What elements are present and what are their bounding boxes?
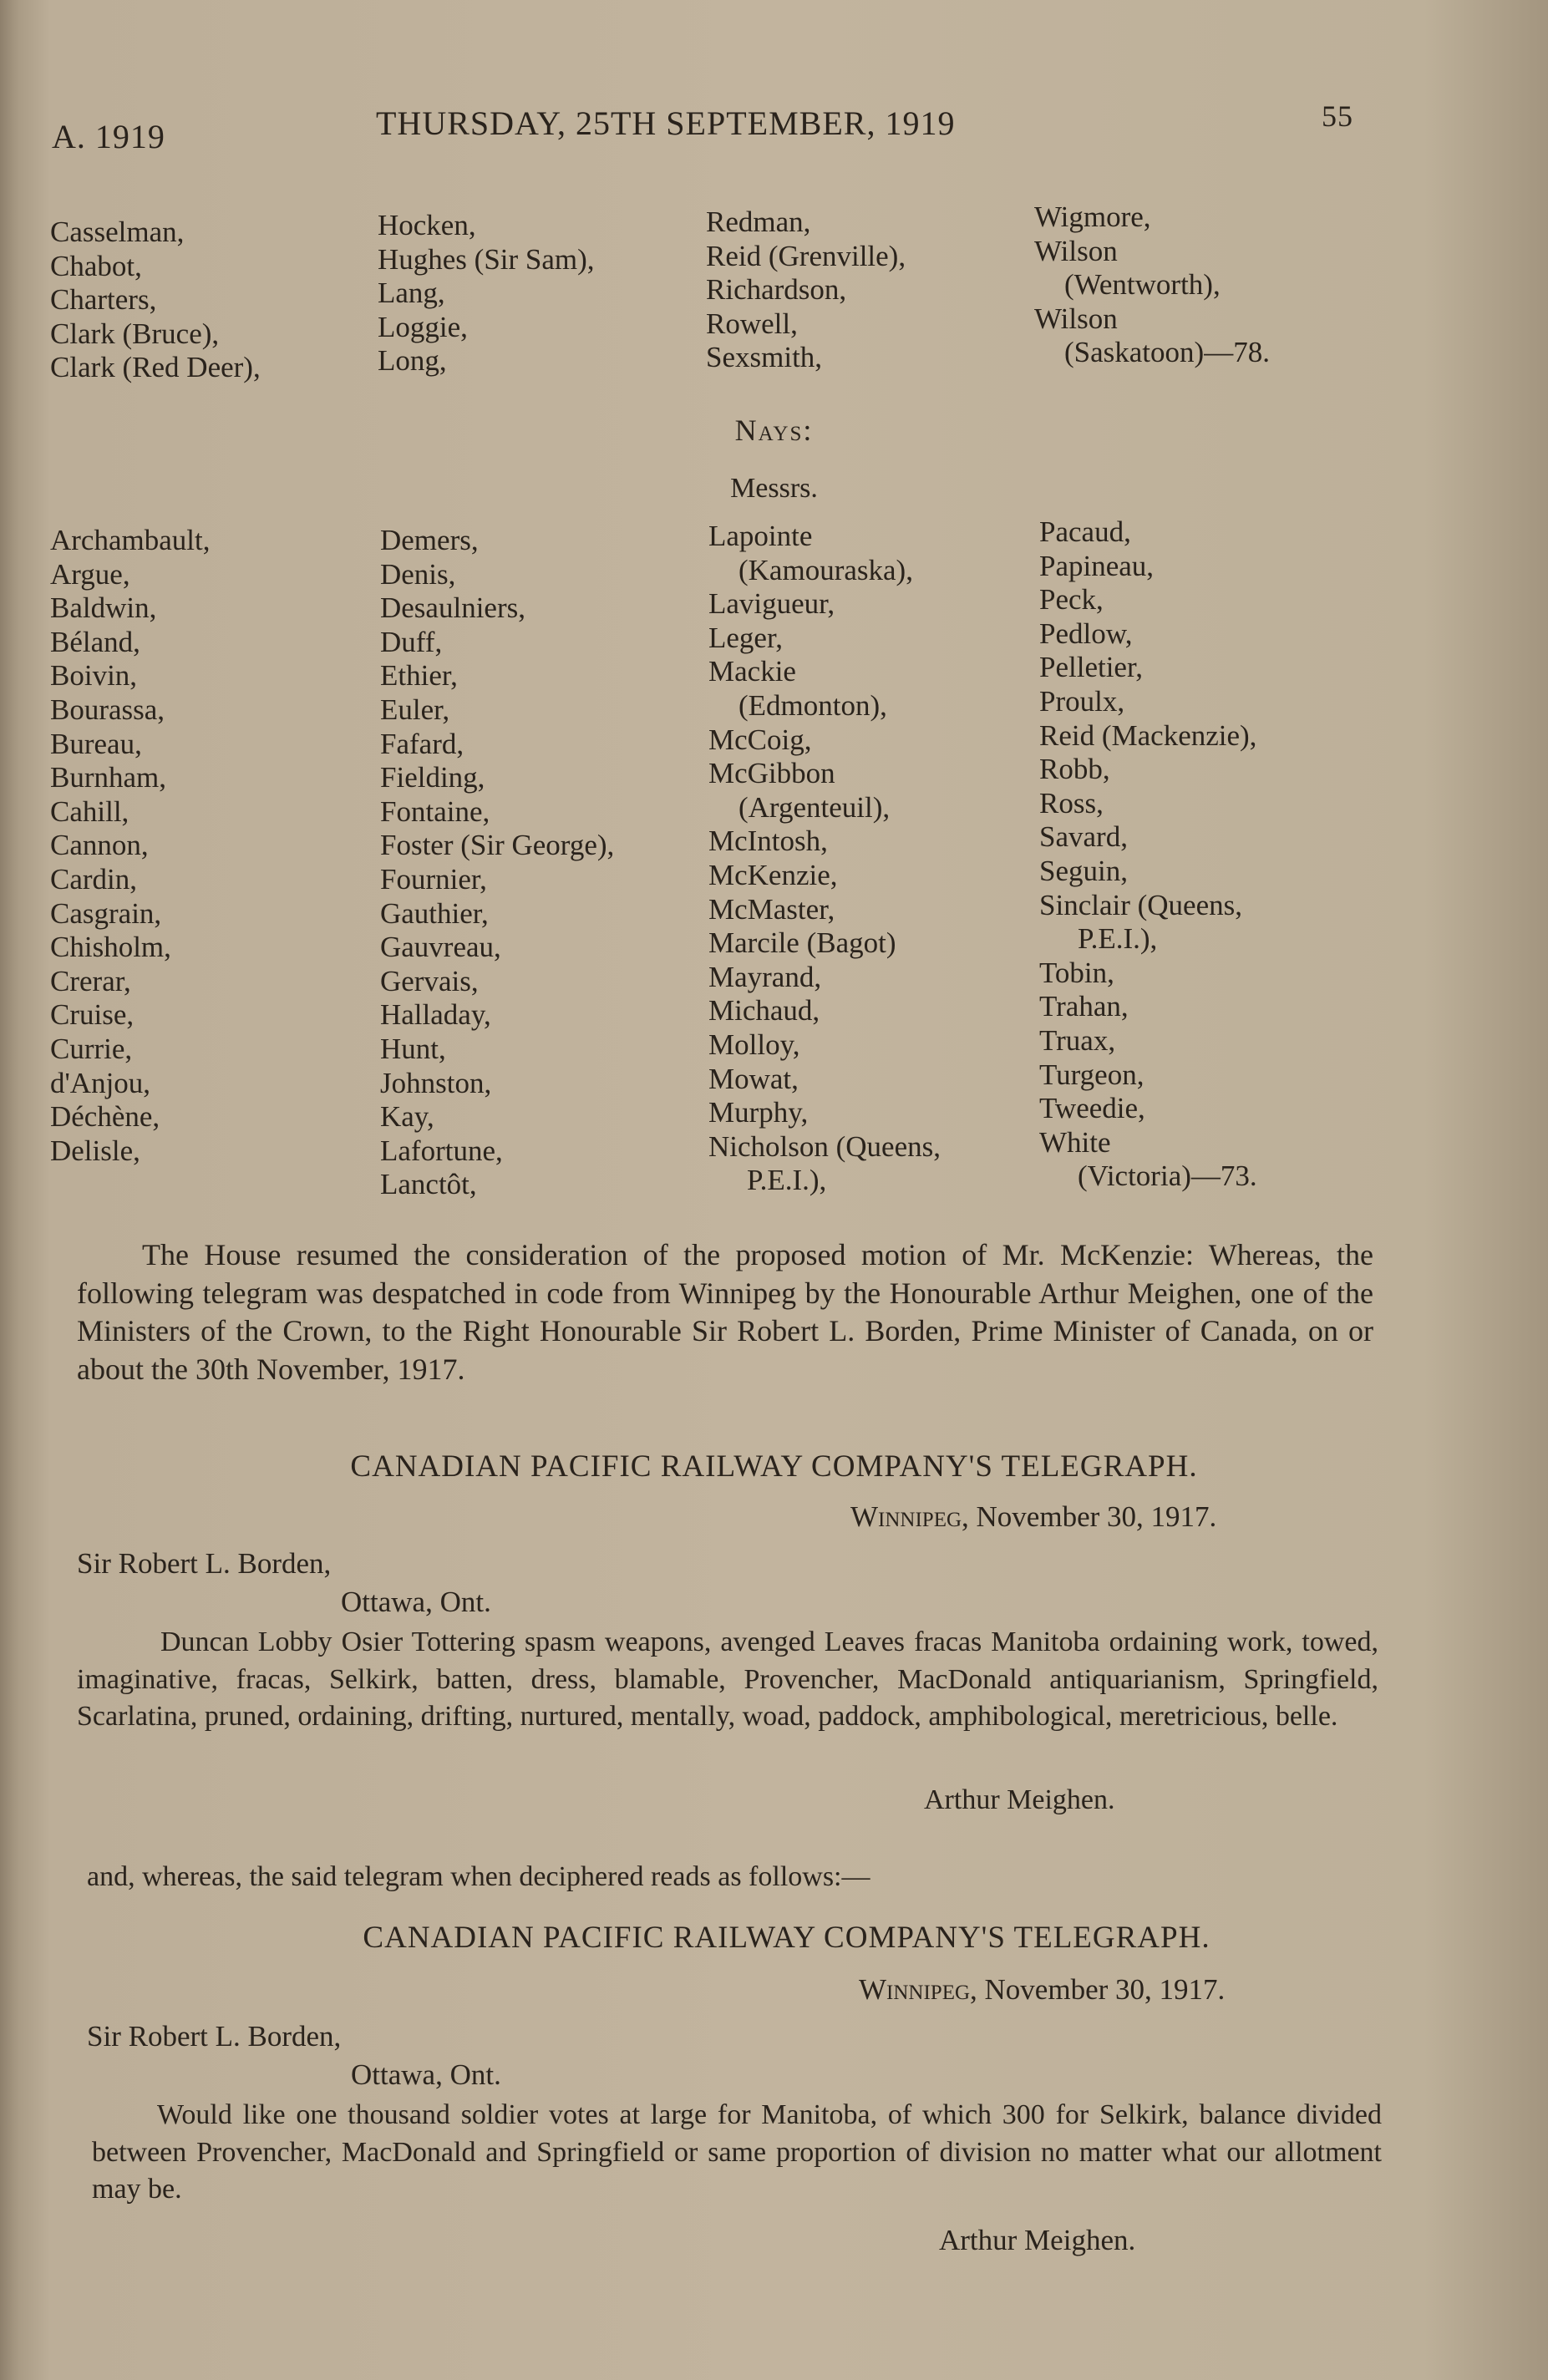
nay-name: Murphy,	[708, 1096, 809, 1129]
nay-name: Desaulniers,	[380, 591, 525, 625]
nay-name: Papineau,	[1039, 549, 1155, 582]
nay-name: Savard,	[1039, 820, 1128, 854]
nays-heading: Nays:	[734, 414, 814, 447]
nay-name: Delisle,	[50, 1134, 140, 1167]
yea-name: Hughes (Sir Sam),	[378, 242, 595, 276]
telegram-2-signature: Arthur Meighen.	[939, 2224, 1136, 2256]
nay-name: Bureau,	[50, 727, 142, 760]
nay-name: Demers,	[380, 524, 479, 556]
yeas-column-1	[50, 216, 261, 385]
nay-name: d'Anjou,	[50, 1066, 151, 1099]
nay-name: Mowat,	[708, 1062, 799, 1095]
nay-name: Crerar,	[50, 964, 131, 997]
nay-name: Gauthier,	[380, 896, 489, 930]
telegram-1-date: November 30, 1917.	[976, 1500, 1217, 1533]
nay-name: Lavigueur,	[708, 587, 835, 621]
nay-name: Bourassa,	[50, 693, 165, 726]
nays-column-2	[380, 524, 614, 1202]
nay-name: McIntosh,	[708, 825, 828, 858]
nay-name: McGibbon	[708, 757, 835, 790]
nay-name: Burnham,	[50, 761, 167, 794]
nay-name: Mackie	[708, 655, 796, 688]
nay-name: McMaster,	[708, 892, 835, 926]
nay-name: Hunt,	[380, 1032, 446, 1065]
nay-name: Fielding,	[380, 761, 485, 794]
nay-name: Nicholson (Queens,	[708, 1129, 941, 1163]
yea-name: Redman,	[706, 206, 811, 238]
nays-column-4	[1039, 515, 1257, 1194]
nay-name: White	[1039, 1125, 1111, 1159]
nay-name: Ross,	[1039, 786, 1104, 820]
nay-name: Fafard,	[380, 727, 464, 760]
nay-name: Baldwin,	[50, 591, 157, 625]
nay-name: Pedlow,	[1039, 617, 1133, 650]
nays-column-1	[50, 524, 210, 1168]
telegram-2-title: CANADIAN PACIFIC RAILWAY COMPANY'S TELEGRAPH.	[363, 1921, 1210, 1955]
nay-name: (Victoria)—73.	[1078, 1160, 1257, 1193]
yea-name: Wigmore,	[1034, 200, 1151, 233]
yea-name: Sexsmith,	[706, 341, 823, 374]
nay-name: Cardin,	[50, 862, 138, 896]
nay-name: Boivin,	[50, 659, 138, 693]
yea-name: Lang,	[378, 277, 445, 310]
nay-name: Cahill,	[50, 794, 129, 828]
yeas-column-3	[706, 206, 906, 375]
nay-name: Chisholm,	[50, 931, 171, 964]
nays-column-3	[708, 520, 941, 1198]
nay-name: Marcile (Bagot)	[708, 926, 896, 960]
yea-name: (Wentworth),	[1064, 268, 1221, 302]
nay-name: Tweedie,	[1039, 1092, 1145, 1125]
nay-name: Michaud,	[708, 994, 820, 1028]
nay-name: Fontaine,	[380, 794, 490, 828]
telegram-1-addressee: Sir Robert L. Borden,	[77, 1547, 332, 1580]
nay-name: Foster (Sir George),	[380, 829, 615, 862]
telegram-2-address: Ottawa, Ont.	[351, 2058, 501, 2091]
nay-name: Gauvreau,	[380, 931, 501, 964]
yea-name: Clark (Bruce),	[50, 317, 220, 350]
nay-name: Robb,	[1039, 753, 1110, 786]
page-number: 55	[1322, 99, 1353, 133]
nay-name: Archambault,	[50, 524, 211, 556]
motion-paragraph: The House resumed the consideration of the proposed motion of Mr. McKenzie: Whereas, the following telegram was despatched in code from Winnipeg by the Honourable Arthur Meighen, one of the Ministers of the Crown, to the Right Honourable Sir Robert L. Borden, Prime Minister of Canada, on or about the 30th November, 1917.	[77, 1238, 1373, 1386]
telegram-2-body: Would like one thousand soldier votes at large for Manitoba, of which 300 for Selkirk, balance divided between Provencher, MacDonald and Springfield or same proportion of division no matter what our allotment may be.	[92, 2099, 1382, 2205]
telegram-1-signature: Arthur Meighen.	[924, 1784, 1115, 1815]
nay-name: Denis,	[380, 557, 456, 591]
telegram-2-addressee: Sir Robert L. Borden,	[87, 2020, 342, 2053]
nay-name: Seguin,	[1039, 854, 1128, 887]
nay-name: Currie,	[50, 1032, 133, 1065]
nay-name: (Argenteuil),	[738, 790, 891, 824]
yea-name: Clark (Red Deer),	[50, 351, 261, 384]
nay-name: Cannon,	[50, 829, 149, 862]
telegram-1-dateline	[850, 1500, 1216, 1534]
yea-name: Hocken,	[378, 209, 476, 241]
yea-name: Reid (Grenville),	[706, 239, 906, 272]
nay-name: Lanctôt,	[380, 1168, 477, 1201]
nay-name: Tobin,	[1039, 956, 1114, 989]
nay-name: Halladay,	[380, 998, 491, 1032]
yea-name: Wilson	[1034, 302, 1118, 335]
nay-name: Lapointe	[708, 520, 813, 552]
yea-name: Wilson	[1034, 234, 1118, 267]
yea-name: Charters,	[50, 283, 157, 317]
nay-name: Fournier,	[380, 862, 487, 896]
nay-name: McCoig,	[708, 723, 812, 756]
nay-name: Sinclair (Queens,	[1039, 888, 1242, 921]
nay-name: Reid (Mackenzie),	[1039, 718, 1257, 752]
deciphered-intro: and, whereas, the said telegram when deciphered reads as follows:—	[87, 1861, 870, 1892]
nay-name: Déchène,	[50, 1100, 160, 1134]
nay-name: Pacaud,	[1039, 515, 1131, 548]
nay-name: McKenzie,	[708, 858, 838, 891]
nay-name: Leger,	[708, 621, 783, 654]
yeas-column-4	[1034, 200, 1270, 370]
yea-name: Richardson,	[706, 273, 847, 307]
yea-name: Casselman,	[50, 216, 185, 248]
nay-name: Cruise,	[50, 998, 134, 1032]
nay-name: Kay,	[380, 1100, 434, 1134]
telegram-1-title: CANADIAN PACIFIC RAILWAY COMPANY'S TELEGRAPH.	[350, 1449, 1198, 1484]
nay-name: Molloy,	[708, 1028, 800, 1061]
telegram-2-date: November 30, 1917.	[984, 1973, 1226, 2006]
yea-name: (Saskatoon)—78.	[1064, 336, 1270, 369]
nay-name: Euler,	[380, 693, 450, 726]
header-date: THURSDAY, 25TH SEPTEMBER, 1919	[376, 104, 956, 142]
nay-name: Mayrand,	[708, 960, 822, 993]
telegram-1-body: Duncan Lobby Osier Tottering spasm weapons, avenged Leaves fracas Manitoba ordaining work, towed, imaginative, fracas, Selkirk, batten, dress, blamable, Provencher, MacDonald antiquarianism, Springfield, Scarlatina, pruned, ordaining, drifting, nurtured, mentally, woad, paddock, amphibological, meretricious, belle.	[77, 1626, 1378, 1733]
telegram-2-place: Winnipeg,	[859, 1973, 977, 2006]
nay-name: Trahan,	[1039, 990, 1129, 1023]
yea-name: Long,	[378, 344, 447, 378]
nay-name: Casgrain,	[50, 896, 162, 930]
telegram-1-address: Ottawa, Ont.	[341, 1586, 491, 1618]
nay-name: Truax,	[1039, 1023, 1116, 1057]
telegram-2-dateline	[859, 1973, 1225, 2007]
nay-name: Peck,	[1039, 583, 1104, 617]
nay-name: Argue,	[50, 557, 130, 591]
nay-name: Proulx,	[1039, 684, 1125, 718]
nay-name: P.E.I.),	[747, 1164, 827, 1197]
telegram-1-place: Winnipeg,	[850, 1500, 969, 1533]
nay-name: (Edmonton),	[738, 688, 887, 722]
nay-name: Lafortune,	[380, 1134, 503, 1167]
nay-name: Ethier,	[380, 659, 458, 693]
yea-name: Loggie,	[378, 310, 468, 343]
nay-name: Gervais,	[380, 964, 479, 997]
nay-name: Johnston,	[380, 1066, 492, 1099]
nay-name: Béland,	[50, 625, 140, 658]
nay-name: Pelletier,	[1039, 651, 1143, 684]
nay-name: Turgeon,	[1039, 1058, 1145, 1091]
messrs-label: Messrs.	[730, 473, 818, 504]
yeas-column-2	[378, 209, 595, 378]
yea-name: Rowell,	[706, 307, 798, 340]
nay-name: (Kamouraska),	[738, 553, 913, 586]
nay-name: Duff,	[380, 625, 443, 658]
header-session: A. 1919	[52, 118, 165, 155]
nay-name: P.E.I.),	[1078, 922, 1158, 956]
yea-name: Chabot,	[50, 249, 142, 282]
